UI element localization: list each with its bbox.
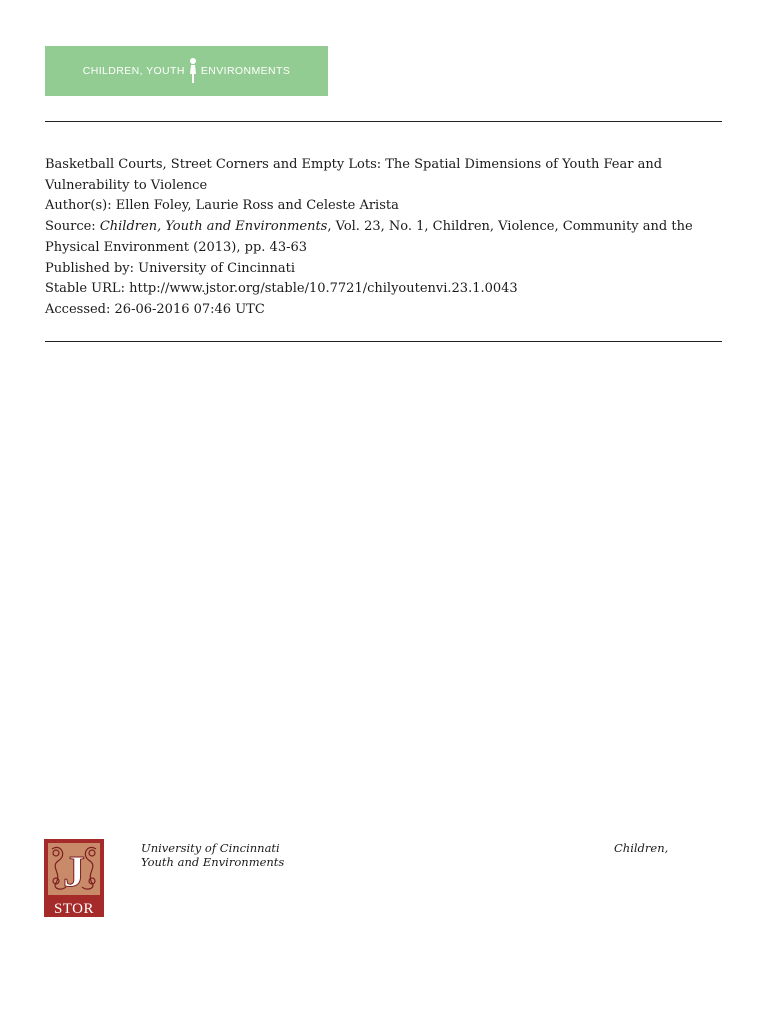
footer-publisher-line2: Youth and Environments: [141, 854, 285, 869]
accessed-value: 26-06-2016 07:46 UTC: [114, 301, 265, 317]
source-label: Source:: [45, 219, 96, 235]
top-divider: [45, 121, 722, 122]
authors-value: Ellen Foley, Laurie Ross and Celeste Arista: [115, 198, 399, 214]
footer-journal-fragment: Children,: [614, 841, 669, 855]
source-details: , Vol. 23, No. 1, Children, Violence, Community and the Physical Environment (2013), pp. 43-63: [45, 219, 693, 255]
footer-publisher: [141, 842, 284, 869]
jstor-logo-icon[interactable]: [44, 839, 104, 917]
logo-text: STOR: [53, 901, 95, 917]
accessed-line: [45, 300, 725, 321]
accessed-label: Accessed:: [45, 301, 111, 317]
stable-url-line: [45, 279, 725, 300]
stable-url-label: Stable URL:: [45, 281, 125, 297]
citation-block: [45, 155, 725, 321]
publisher-line: [45, 259, 725, 280]
source-journal: Children, Youth and Environments: [99, 219, 328, 235]
banner-right-text: ENVIRONMENTS: [200, 65, 291, 77]
logo-letter: J: [63, 847, 85, 896]
source-line: [45, 217, 725, 258]
publisher-label: Published by:: [45, 260, 134, 276]
stable-url-link[interactable]: http://www.jstor.org/stable/10.7721/chilyoutenvi.23.1.0043: [129, 281, 518, 297]
publisher-value: University of Cincinnati: [138, 260, 295, 276]
banner-left-text: CHILDREN, YOUTH: [82, 65, 185, 77]
authors-label: Author(s):: [45, 198, 112, 214]
child-figure-icon: [188, 57, 198, 85]
journal-banner: [45, 46, 328, 96]
bottom-divider: [45, 341, 722, 342]
article-title: Basketball Courts, Street Corners and Empty Lots: The Spatial Dimensions of Youth Fear and Vulnerability to Violence: [45, 157, 663, 193]
footer-publisher-line1: University of Cincinnati: [141, 841, 280, 855]
authors-line: [45, 196, 725, 217]
